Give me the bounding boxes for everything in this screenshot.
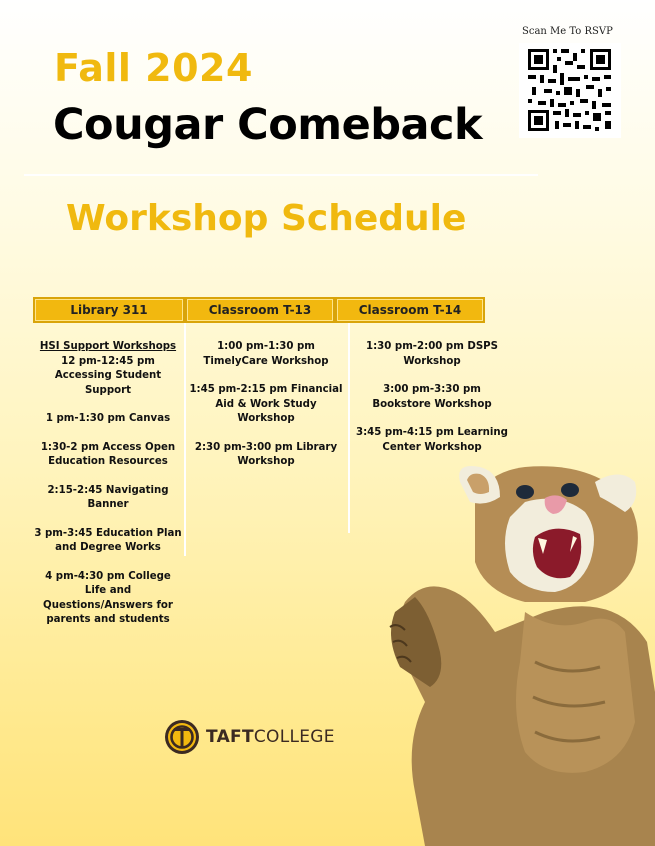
- taft-college-logo: [164, 719, 335, 755]
- column-header-classroom-t14: Classroom T-14: [335, 297, 485, 323]
- schedule-column-classroom-t13: [186, 340, 346, 484]
- list-item: HSI Support Workshops: [39, 341, 177, 352]
- list-item: 1:30 pm-2:00 pm DSPS Workshop: [366, 341, 498, 367]
- list-item: 4 pm-4:30 pm College Life and Questions/Answers for parents and students: [43, 570, 173, 625]
- semester-label: Fall 2024: [54, 46, 253, 90]
- list-item: 1 pm-1:30 pm Canvas: [45, 413, 171, 424]
- title-divider: [24, 174, 538, 176]
- list-item: 1:00 pm-1:30 pm TimelyCare Workshop: [203, 341, 329, 367]
- list-item: 3 pm-3:45 Education Plan and Degree Works: [34, 527, 182, 553]
- list-item: 3:00 pm-3:30 pm Bookstore Workshop: [372, 384, 492, 410]
- list-item: 3:45 pm-4:15 pm Learning Center Workshop: [356, 427, 508, 453]
- page-title: Cougar Comeback: [53, 100, 483, 150]
- list-item: 2:30 pm-3:00 pm Library Workshop: [194, 441, 338, 467]
- list-item: 12 pm-12:45 pm Accessing Student Support: [54, 355, 162, 396]
- schedule-header-row: [33, 297, 485, 323]
- cougar-mascot-image: [385, 462, 655, 846]
- column-header-library-311: Library 311: [33, 297, 185, 323]
- rsvp-qr-code[interactable]: [519, 43, 621, 138]
- list-item: 1:45 pm-2:15 pm Financial Aid & Work Study Workshop: [189, 384, 343, 424]
- logo-wordmark: TAFTCOLLEGE: [206, 727, 335, 747]
- column-divider: [348, 323, 350, 533]
- schedule-subtitle: Workshop Schedule: [66, 198, 467, 239]
- qr-caption: Scan Me To RSVP: [522, 26, 613, 37]
- schedule-column-library-311: [33, 340, 183, 642]
- list-item: 2:15-2:45 Navigating Banner: [47, 484, 169, 510]
- tc-monogram-icon: [164, 719, 200, 755]
- list-item: 1:30-2 pm Access Open Education Resources: [40, 441, 176, 467]
- column-header-classroom-t13: Classroom T-13: [185, 297, 335, 323]
- schedule-column-classroom-t14: [352, 340, 512, 469]
